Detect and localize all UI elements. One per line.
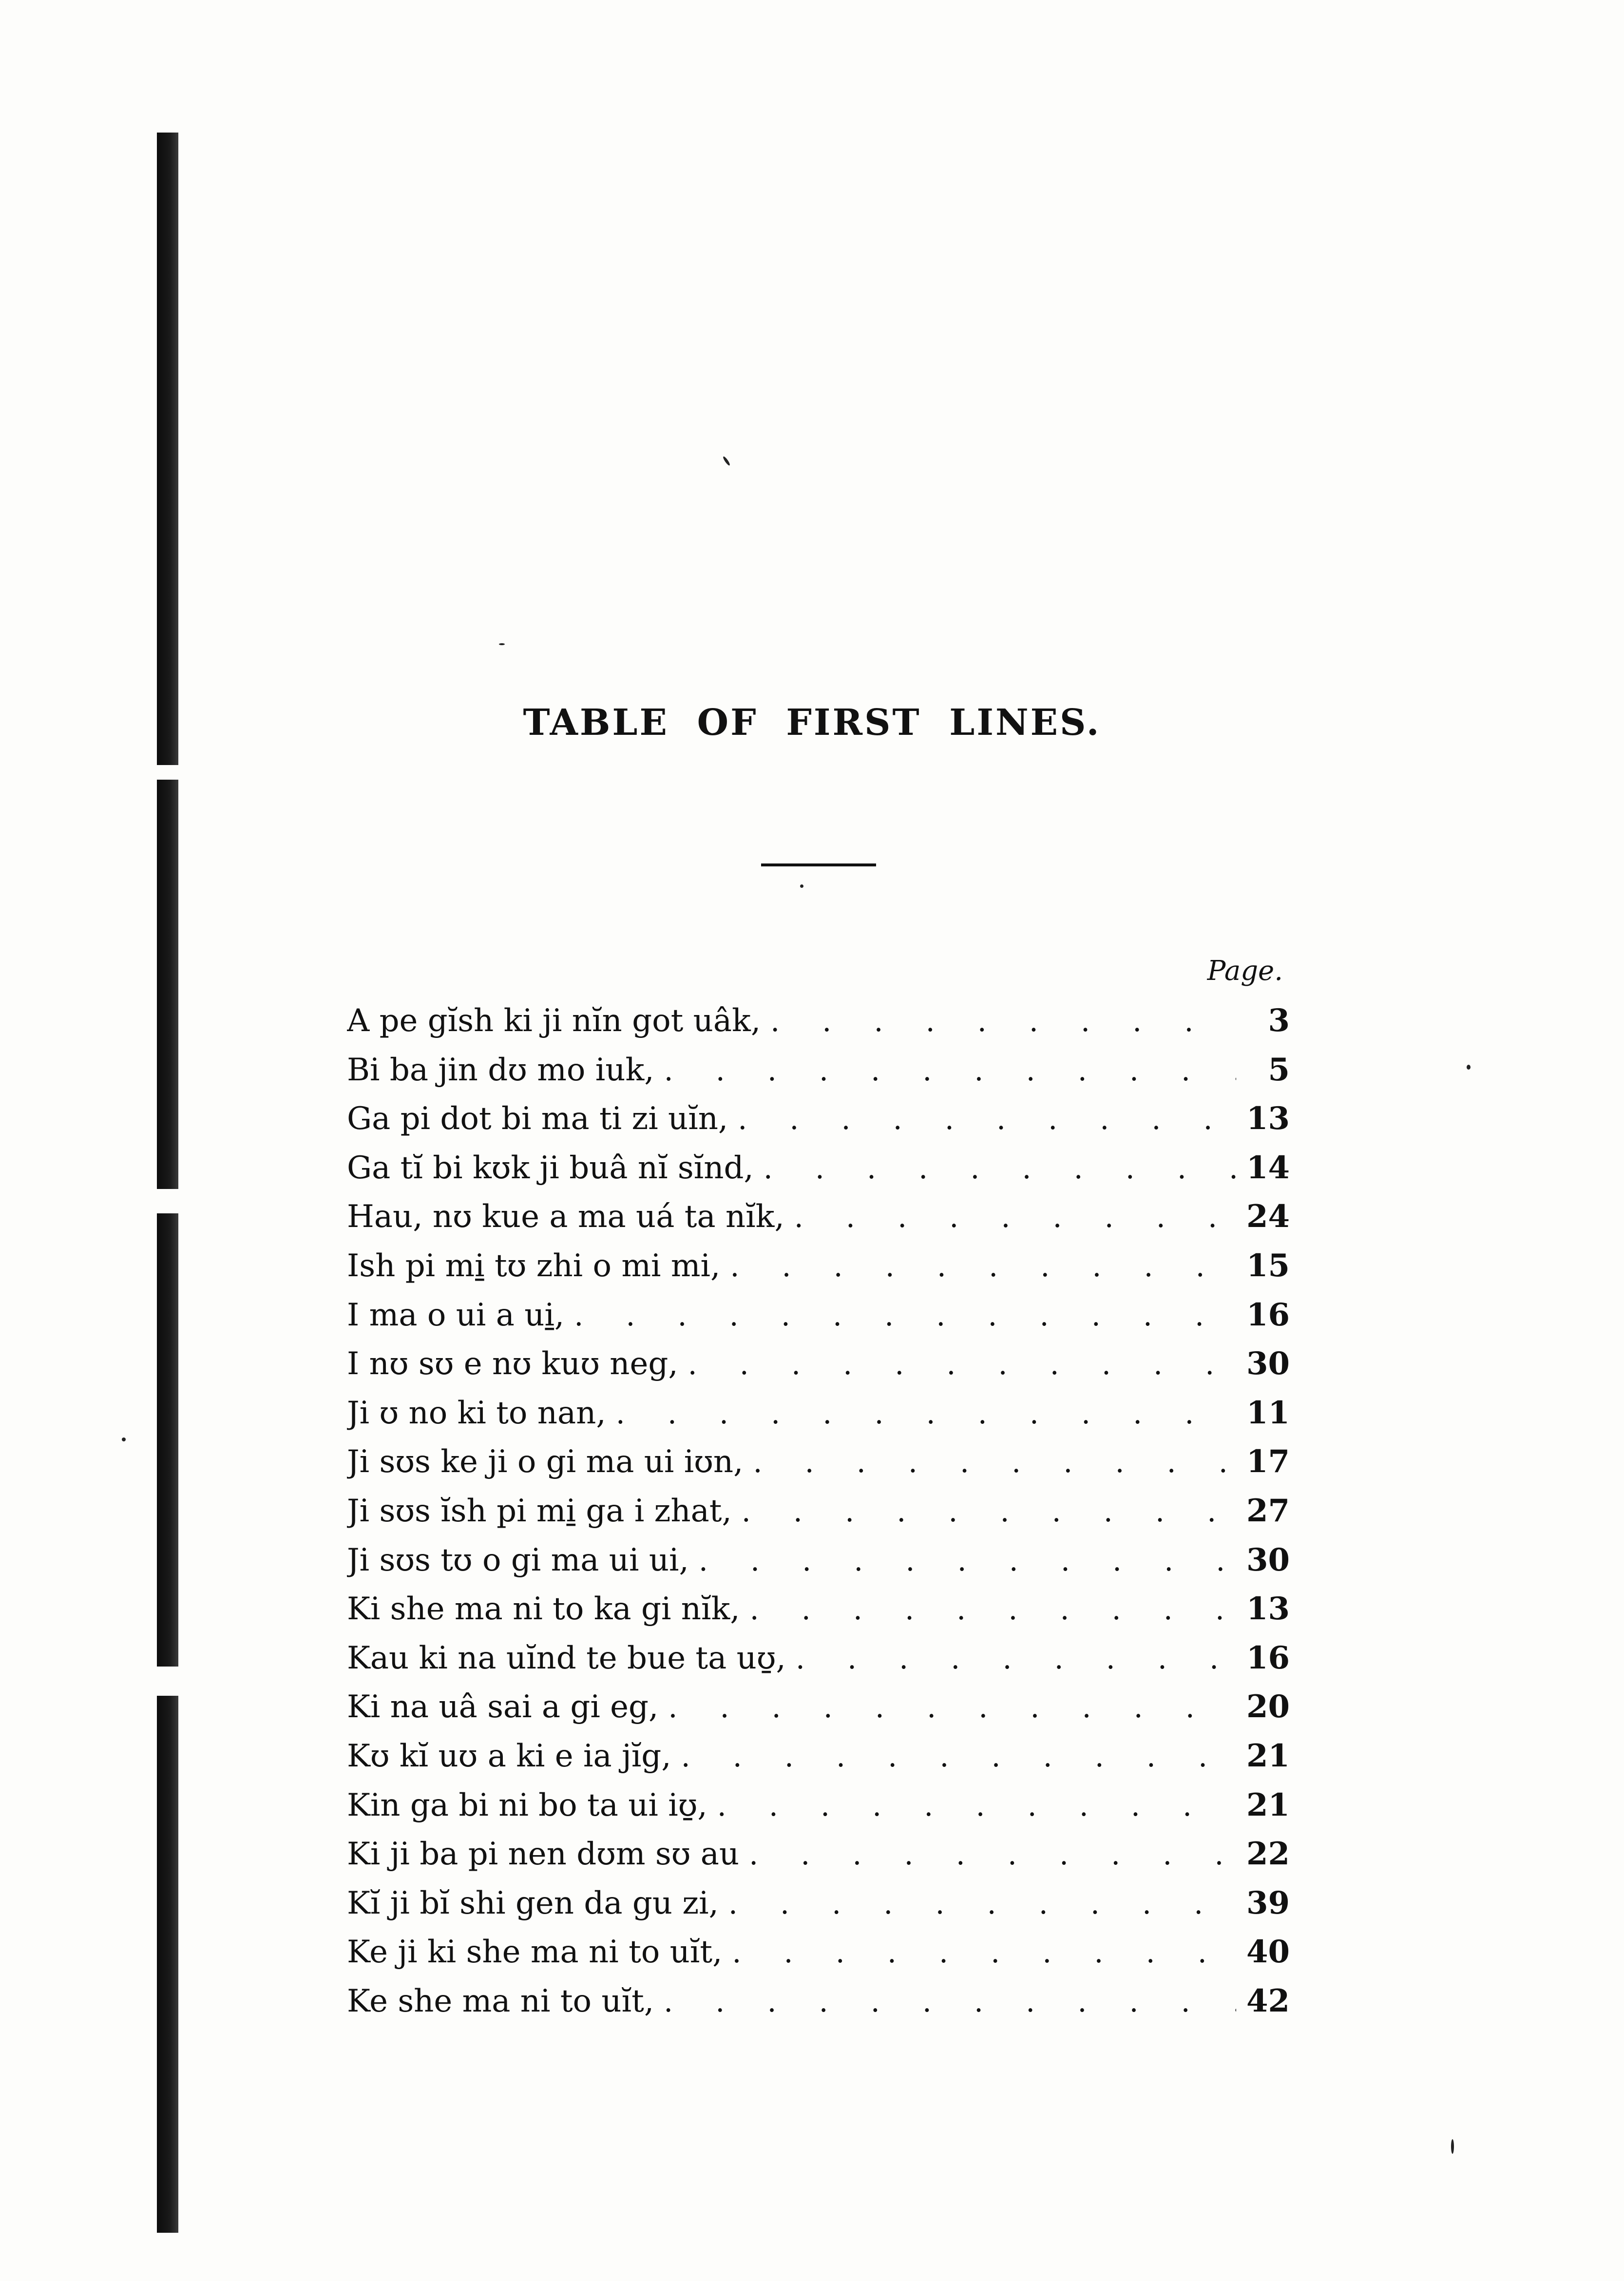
toc-entry xyxy=(347,1389,1290,1438)
dot-leader xyxy=(770,997,1236,1046)
scan-speck xyxy=(1467,1065,1471,1070)
first-line-text: Ga tĭ bi kʊk ji buâ nĭ sĭnd, xyxy=(347,1150,754,1186)
page-number: 30 xyxy=(1246,1541,1290,1578)
first-line-text: I ma o ui a ui̱, xyxy=(347,1297,565,1333)
toc-entry xyxy=(347,1094,1290,1144)
toc-entry xyxy=(347,1830,1290,1879)
toc-entry xyxy=(347,1046,1290,1095)
first-line-text: Ki na uâ sai a gi eg, xyxy=(347,1689,659,1725)
first-line-text: Kin ga bi ni bo ta ui iʊ̱, xyxy=(347,1787,707,1823)
toc-entry xyxy=(347,1487,1290,1536)
page-column-header: Page. xyxy=(1207,955,1283,987)
page-number: 16 xyxy=(1246,1639,1290,1676)
first-line-text: Kĭ ji bĭ shi gen da gu zi, xyxy=(347,1885,719,1921)
scan-speck xyxy=(122,1438,126,1441)
dot-leader xyxy=(728,1879,1236,1928)
scan-speck xyxy=(1451,2139,1454,2154)
toc-entry xyxy=(347,1977,1290,2026)
toc-entry xyxy=(347,1585,1290,1634)
dot-leader xyxy=(699,1536,1236,1585)
binding-gap xyxy=(157,1667,178,1696)
dot-leader xyxy=(750,1585,1236,1634)
first-line-text: Ga pi dot bi ma ti zi uĭn, xyxy=(347,1101,728,1137)
toc-entry xyxy=(347,997,1290,1046)
page-number: 15 xyxy=(1246,1247,1290,1284)
toc-entry xyxy=(347,1291,1290,1340)
dot-leader xyxy=(717,1782,1236,1830)
first-line-text: Ke ji ki she ma ni to uĭt, xyxy=(347,1934,723,1971)
toc-entry xyxy=(347,1781,1290,1830)
page-number: 21 xyxy=(1246,1786,1290,1823)
page-number: 11 xyxy=(1246,1394,1290,1431)
first-line-text: Ji sʊs ke ji o gi ma ui iʊn, xyxy=(347,1444,744,1480)
first-line-text: A pe gĭsh ki ji nĭn got uâk, xyxy=(347,1003,761,1039)
first-line-text: Ji sʊs tʊ o gi ma ui ui, xyxy=(347,1542,689,1578)
toc-entry xyxy=(347,1144,1290,1193)
toc-entry xyxy=(347,1192,1290,1242)
toc-entry xyxy=(347,1683,1290,1732)
dot-leader xyxy=(732,1928,1236,1977)
dot-leader xyxy=(749,1830,1236,1879)
page-number: 16 xyxy=(1246,1296,1290,1333)
scan-speck xyxy=(499,643,505,645)
toc-entry xyxy=(347,1928,1290,1977)
page-number: 22 xyxy=(1246,1836,1290,1873)
first-line-text: Ki she ma ni to ka gi nĭk, xyxy=(347,1591,740,1628)
toc-entry xyxy=(347,1536,1290,1585)
first-line-text: Bi ba jin dʊ mo iuk, xyxy=(347,1052,654,1088)
toc-entry xyxy=(347,1634,1290,1683)
first-line-text: Ke she ma ni to uĭt, xyxy=(347,1983,654,2019)
dot-leader xyxy=(616,1389,1236,1438)
dot-leader xyxy=(764,1144,1236,1193)
dot-leader xyxy=(664,1046,1236,1095)
first-line-text: Ki ji ba pi nen dʊm sʊ au xyxy=(347,1836,740,1873)
first-line-text: I nʊ sʊ e nʊ kuʊ neg, xyxy=(347,1346,678,1382)
scan-speck xyxy=(722,456,731,466)
page-number: 14 xyxy=(1246,1149,1290,1186)
page-number: 5 xyxy=(1268,1051,1290,1088)
first-line-text: Hau, nʊ kue a ma uá ta nĭk, xyxy=(347,1199,784,1235)
page-number: 17 xyxy=(1246,1443,1290,1480)
page-number: 40 xyxy=(1246,1934,1290,1971)
toc-entry xyxy=(347,1242,1290,1291)
dot-leader xyxy=(681,1732,1236,1781)
dot-leader xyxy=(664,1977,1236,2026)
dot-leader xyxy=(738,1095,1236,1144)
dot-leader xyxy=(730,1242,1236,1291)
page-number: 13 xyxy=(1246,1591,1290,1628)
dot-leader xyxy=(794,1193,1236,1242)
first-line-text: Ji ʊ no ki to nan, xyxy=(347,1395,606,1431)
first-lines-table xyxy=(347,997,1290,2026)
toc-entry xyxy=(347,1879,1290,1928)
toc-entry xyxy=(347,1340,1290,1389)
binding-gap xyxy=(157,1189,178,1213)
page-number: 30 xyxy=(1246,1345,1290,1382)
page-number: 27 xyxy=(1246,1492,1290,1529)
scan-speck xyxy=(800,884,803,888)
binding-shadow xyxy=(157,133,178,2233)
dot-leader xyxy=(688,1340,1236,1389)
page-number: 13 xyxy=(1246,1100,1290,1137)
dot-leader xyxy=(574,1291,1236,1340)
first-line-text: Ji sʊs ĭsh pi mi̱ ga i zhat, xyxy=(347,1493,732,1529)
page-number: 42 xyxy=(1246,1982,1290,2019)
first-line-text: Kʊ kĭ uʊ a ki e ia jĭg, xyxy=(347,1738,671,1774)
page-number: 20 xyxy=(1246,1688,1290,1725)
page-number: 3 xyxy=(1268,1002,1290,1039)
title-rule xyxy=(761,863,876,866)
dot-leader xyxy=(742,1487,1236,1536)
page-number: 21 xyxy=(1246,1737,1290,1774)
page-number: 39 xyxy=(1246,1884,1290,1921)
toc-entry xyxy=(347,1438,1290,1487)
first-line-text: Kau ki na uĭnd te bue ta uʊ̱, xyxy=(347,1640,786,1676)
first-line-text: Ish pi mi̱ tʊ zhi o mi mi, xyxy=(347,1247,721,1284)
binding-gap xyxy=(157,765,178,780)
page-number: 24 xyxy=(1246,1198,1290,1235)
page-title: TABLE OF FIRST LINES. xyxy=(523,702,1101,744)
dot-leader xyxy=(796,1634,1236,1683)
dot-leader xyxy=(668,1683,1236,1732)
dot-leader xyxy=(753,1438,1236,1487)
toc-entry xyxy=(347,1732,1290,1781)
